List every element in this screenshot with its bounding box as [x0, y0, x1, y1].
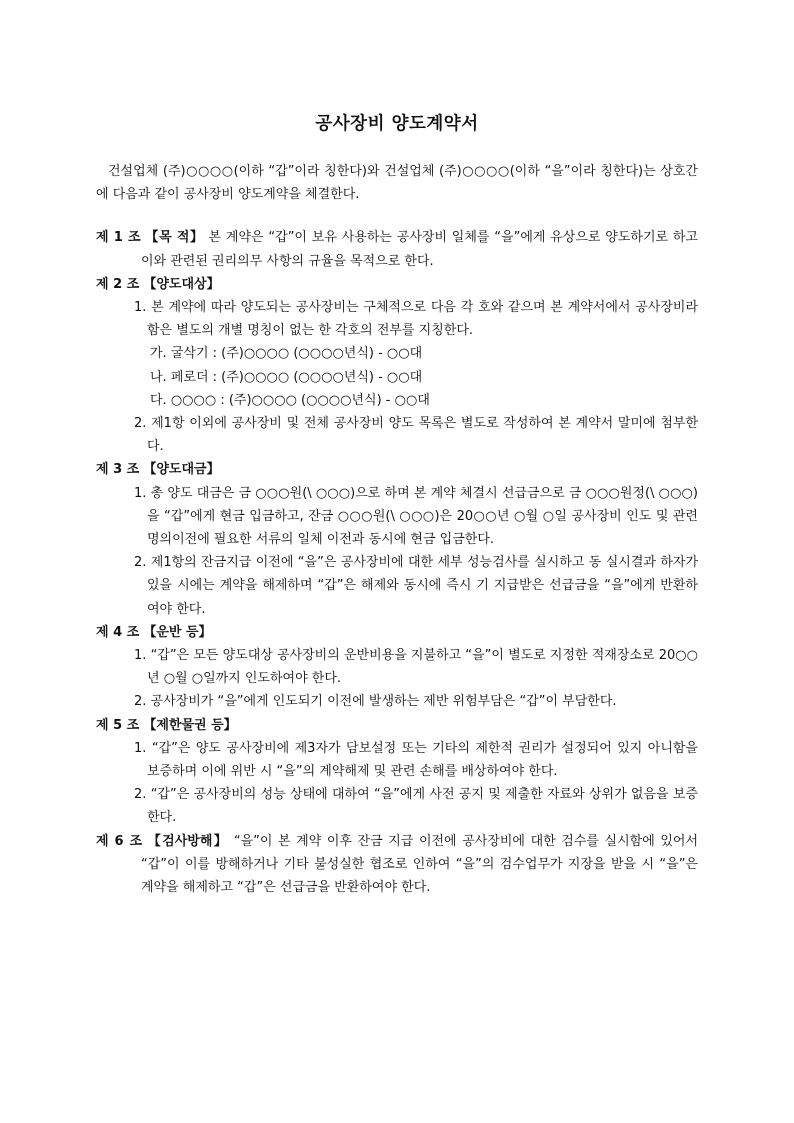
article-1 — [96, 226, 698, 272]
article-1-title: 【목 적】 — [145, 230, 204, 246]
preamble: 건설업체 (주)○○○○(이하 “갑”이라 칭한다)와 건설업체 (주)○○○○(이하 “을”이라 칭한다)는 상호간에 다음과 같이 공사장비 양도계약을 체결한다. — [96, 164, 698, 203]
article-6-title: 【검사방해】 — [147, 833, 229, 849]
article-6-body: “을”이 본 계약 이후 잔금 지급 이전에 공사장비에 대한 검수를 실시함에 있어서 “갑”이 이를 방해하거나 기타 불성실한 협조로 인하여 “을”의 검수업무가 지장을 받을 시 “을”은 계약을 해제하고 “갑”은 선급금을 반환하여야 한다. — [141, 833, 699, 896]
article-2 — [96, 273, 698, 459]
article-2-title: 【양도대상】 — [143, 276, 220, 292]
article-5-item-1: 1. “갑”은 양도 공사장비에 제3자가 담보설정 또는 기타의 제한적 권리가 설정되어 있지 아니함을 보증하며 이에 위반 시 “을”의 계약해제 및 관련 손해를 배상하여야 한다. — [134, 740, 698, 780]
article-6-label: 제 6 조 — [96, 833, 143, 849]
article-4-item-2: 2. 공사장비가 “을”에게 인도되기 이전에 발생하는 제반 위험부담은 “갑”이 부담한다. — [134, 694, 617, 710]
article-5-head — [96, 714, 698, 737]
article-6-head — [96, 830, 698, 900]
document-title: 공사장비 양도계약서 — [315, 114, 479, 134]
article-1-head — [96, 226, 698, 272]
article-3 — [96, 458, 698, 620]
article-4 — [96, 621, 698, 714]
article-3-item-1: 1. 총 양도 대금은 금 ○○○원(\ ○○○)으로 하며 본 계약 체결시 선급금으로 금 ○○○원정(\ ○○○)을 “갑”에게 현금 입금하고, 잔금 ○○○원(\ ○○○)은 20○○년 ○월 ○일 공사장비 인도 및 관련 명의이전에 필요한 서류의 일체 이전과 동시에 현금 입금한다. — [134, 485, 698, 548]
article-1-body: 본 계약은 “갑”이 보유 사용하는 공사장비 일체를 “을”에게 유상으로 양도하기로 하고 이와 관련된 권리의무 사항의 규율을 목적으로 한다. — [141, 230, 698, 269]
article-2-head — [96, 273, 698, 296]
article-4-item-1: 1. “갑”은 모든 양도대상 공사장비의 운반비용을 지불하고 “을”이 별도로 지정한 적재장소로 20○○년 ○월 ○일까지 인도하여야 한다. — [134, 648, 698, 687]
article-6 — [96, 830, 698, 900]
article-2-item-1-sub-1: 가. 굴삭기 : (주)○○○○ (○○○○년식) - ○○대 — [150, 346, 423, 362]
article-3-head — [96, 458, 698, 481]
article-4-label: 제 4 조 — [96, 624, 140, 640]
article-3-title: 【양도대금】 — [143, 462, 220, 478]
article-2-item-2: 2. 제1항 이외에 공사장비 및 전체 공사장비 양도 목록은 별도로 작성하여 본 계약서 말미에 첨부한다. — [134, 416, 698, 455]
document-body — [96, 160, 698, 899]
article-2-item-1-sub-3: 다. ○○○○ : (주)○○○○ (○○○○년식) - ○○대 — [150, 392, 430, 408]
article-5 — [96, 714, 698, 830]
article-4-title: 【운반 등】 — [143, 624, 212, 640]
article-3-item-2: 2. 제1항의 잔금지급 이전에 “을”은 공사장비에 대한 세부 성능검사를 실시하고 동 실시결과 하자가 있을 시에는 계약을 해제하며 “갑”은 해제와 동시에 즉시 기 지급받은 선급금을 “을”에게 반환하여야 한다. — [134, 555, 698, 617]
article-3-label: 제 3 조 — [96, 462, 140, 478]
article-5-title: 【제한물권 등】 — [143, 717, 237, 733]
article-2-item-1: 1. 본 계약에 따라 양도되는 공사장비는 구체적으로 다음 각 호와 같으며 본 계약서에서 공사장비라 함은 별도의 개별 명칭이 없는 한 각호의 전부를 지칭한다. — [134, 300, 698, 339]
article-2-item-1-sub-2: 나. 페로더 : (주)○○○○ (○○○○년식) - ○○대 — [150, 369, 423, 385]
article-5-item-2: 2. “갑”은 공사장비의 성능 상태에 대하여 “을”에게 사전 공지 및 제출한 자료와 상위가 없음을 보증한다. — [134, 787, 698, 826]
article-1-label: 제 1 조 — [96, 230, 141, 246]
article-4-head — [96, 621, 698, 644]
article-2-label: 제 2 조 — [96, 276, 140, 292]
article-5-label: 제 5 조 — [96, 717, 140, 733]
